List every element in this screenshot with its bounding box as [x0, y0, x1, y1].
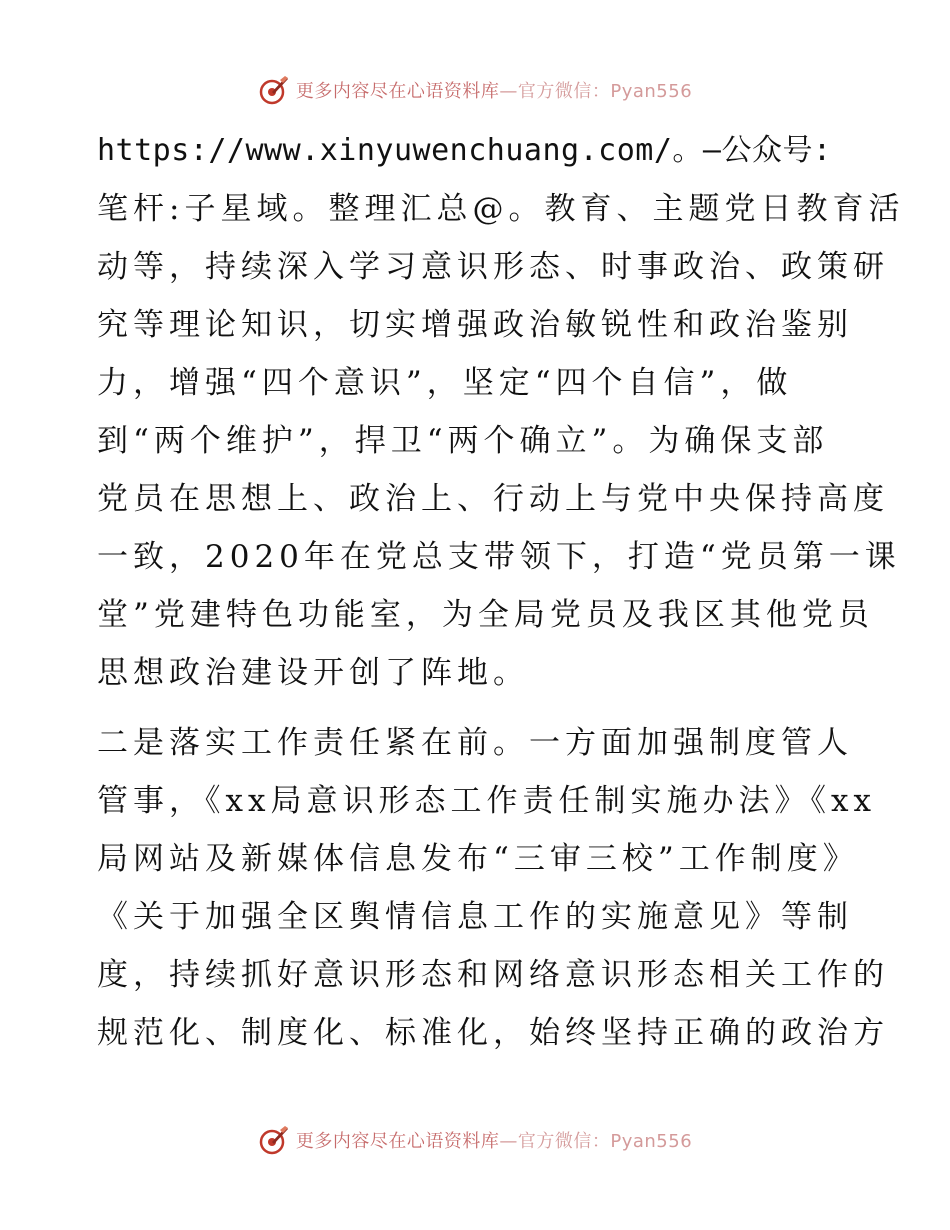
- watermark-wechat-text: —官方微信：Pyan556: [499, 1131, 693, 1152]
- text-line: 局网站及新媒体信息发布“三审三校”工作制度》: [97, 841, 859, 877]
- text-line: 一致，2020年在党总支带领下，打造“党员第一课: [97, 539, 901, 575]
- header-watermark: [0, 72, 950, 108]
- paragraph-1: [97, 122, 905, 702]
- text-line: 动等，持续深入学习意识形态、时事政治、政策研: [97, 249, 889, 285]
- text-line: 《关于加强全区舆情信息工作的实施意见》等制: [97, 899, 853, 935]
- text-line: 度，持续抓好意识形态和网络意识形态相关工作的: [97, 957, 889, 993]
- watermark-text: [296, 77, 692, 103]
- text-line: 笔杆:子星域。整理汇总@。教育、主题党日教育活: [97, 191, 905, 227]
- watermark-wechat-text: —官方微信：Pyan556: [499, 81, 693, 102]
- text-line: 力，增强“四个意识”，坚定“四个自信”，做: [97, 365, 793, 401]
- paragraph-spacer: [97, 702, 887, 714]
- watermark-site-text: 更多内容尽在心语资料库: [295, 1131, 500, 1152]
- feather-pen-seal-icon: [258, 74, 290, 106]
- paragraph-2: [97, 714, 887, 1062]
- text-line: https://www.xinyuwenchuang.com/。—公众号:: [97, 133, 832, 168]
- text-line: 究等理论知识，切实增强政治敏锐性和政治鉴别: [97, 307, 853, 343]
- watermark-site-text: 更多内容尽在心语资料库: [295, 81, 500, 102]
- document-body: [97, 122, 905, 1062]
- text-line: 堂”党建特色功能室，为全局党员及我区其他党员: [97, 597, 874, 633]
- feather-pen-seal-icon: [258, 1124, 290, 1156]
- text-line: 思想政治建设开创了阵地。: [97, 655, 529, 691]
- text-line: 管事，《xx局意识形态工作责任制实施办法》《xx: [97, 783, 876, 819]
- text-line: 规范化、制度化、标准化，始终坚持正确的政治方: [97, 1015, 889, 1051]
- footer-watermark: [0, 1122, 950, 1158]
- text-line: 到“两个维护”，捍卫“两个确立”。为确保支部: [97, 423, 829, 459]
- watermark-text: [296, 1127, 692, 1153]
- text-line: 党员在思想上、政治上、行动上与党中央保持高度: [97, 481, 889, 517]
- text-line: 二是落实工作责任紧在前。一方面加强制度管人: [97, 725, 853, 761]
